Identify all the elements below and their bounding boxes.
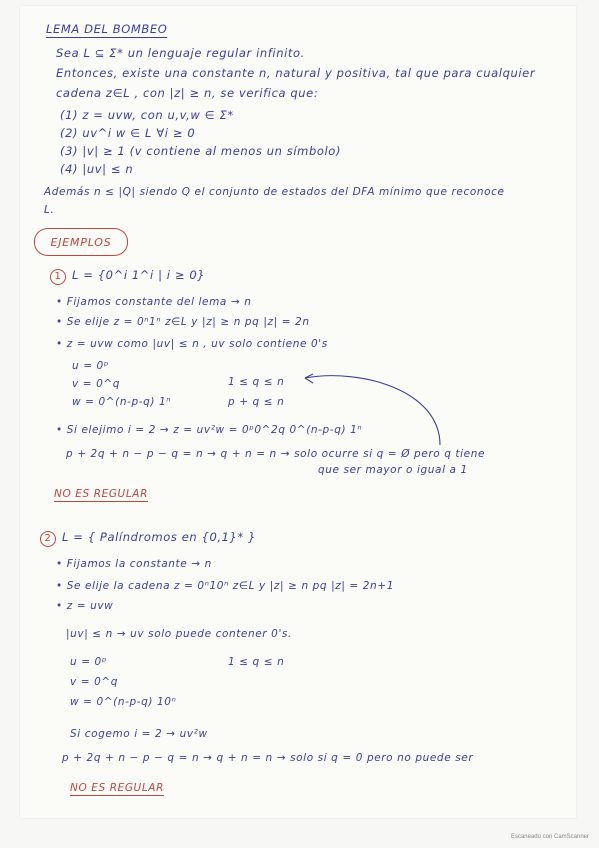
- page-title: LEMA DEL BOMBEO: [46, 22, 168, 36]
- example2-u: u = 0ᵖ: [70, 656, 107, 668]
- example1-w: w = 0^(n-p-q) 1ⁿ: [72, 396, 172, 408]
- condition-2: (2) uv^i w ∈ L ∀i ≥ 0: [60, 126, 196, 140]
- example2-v: v = 0^q: [70, 676, 119, 688]
- example1-u: u = 0ᵖ: [72, 360, 109, 372]
- example1-line-1: • Fijamos constante del lema → n: [56, 296, 252, 308]
- example1-language: L = {0^i 1^i | i ≥ 0}: [72, 268, 206, 282]
- example2-line-1: • Fijamos la constante → n: [56, 558, 212, 570]
- examples-badge: EJEMPLOS: [34, 228, 128, 256]
- condition-3: (3) |v| ≥ 1 (v contiene al menos un símbolo): [60, 144, 342, 158]
- example2-language: L = { Palíndromos en {0,1}* }: [62, 530, 256, 544]
- example1-constraint-1: 1 ≤ q ≤ n: [228, 376, 285, 388]
- curved-arrow-icon: [300, 370, 450, 450]
- example1-constraint-2: p + q ≤ n: [228, 396, 285, 408]
- condition-1: (1) z = uvw, con u,v,w ∈ Σ*: [60, 108, 234, 122]
- example1-result: NO ES REGULAR: [54, 488, 148, 500]
- example2-equation: p + 2q + n − p − q = n → q + n = n → solo si q = 0 pero no puede ser: [62, 752, 474, 764]
- example1-equation: p + 2q + n − p − q = n → q + n = n → solo ocurre si q = Ø pero q tiene: [66, 448, 486, 460]
- note-line-1: Además n ≤ |Q| siendo Q el conjunto de estados del DFA mínimo que reconoce: [44, 186, 505, 198]
- example2-header: [40, 530, 256, 547]
- example1-pump: • Si elejimo i = 2 → z = uv²w = 0ᵖ0^2q 0^(n-p-q) 1ⁿ: [56, 424, 363, 436]
- example1-equation-cont: que ser mayor o igual a 1: [318, 464, 468, 476]
- example1-number: 1: [50, 269, 66, 285]
- example2-w: w = 0^(n-p-q) 10ⁿ: [70, 696, 177, 708]
- example1-v: v = 0^q: [72, 378, 121, 390]
- example1-line-3: • z = uvw como |uv| ≤ n , uv solo contiene 0's: [56, 338, 328, 350]
- example2-number: 2: [40, 531, 56, 547]
- example2-line-2: • Se elije la cadena z = 0ⁿ10ⁿ z∈L y |z| ≥ n pq |z| = 2n+1: [56, 580, 394, 592]
- intro-line-3: cadena z∈L , con |z| ≥ n, se verifica que:: [56, 86, 319, 100]
- intro-line-1: Sea L ⊆ Σ* un lenguaje regular infinito.: [56, 46, 305, 60]
- scanner-watermark: Escaneado con CamScanner: [510, 834, 589, 840]
- condition-4: (4) |uv| ≤ n: [60, 162, 134, 176]
- example2-uv: |uv| ≤ n → uv solo puede contener 0's.: [66, 628, 292, 640]
- example2-line-3: • z = uvw: [56, 600, 114, 612]
- example2-result: NO ES REGULAR: [70, 782, 164, 794]
- example1-line-2: • Se elije z = 0ⁿ1ⁿ z∈L y |z| ≥ n pq |z| = 2n: [56, 316, 310, 328]
- intro-line-2: Entonces, existe una constante n, natural y positiva, tal que para cualquier: [56, 66, 536, 80]
- example1-header: [50, 268, 205, 285]
- example2-pump: Si cogemo i = 2 → uv²w: [70, 728, 208, 740]
- example2-constraint-1: 1 ≤ q ≤ n: [228, 656, 285, 668]
- note-line-2: L.: [44, 204, 55, 216]
